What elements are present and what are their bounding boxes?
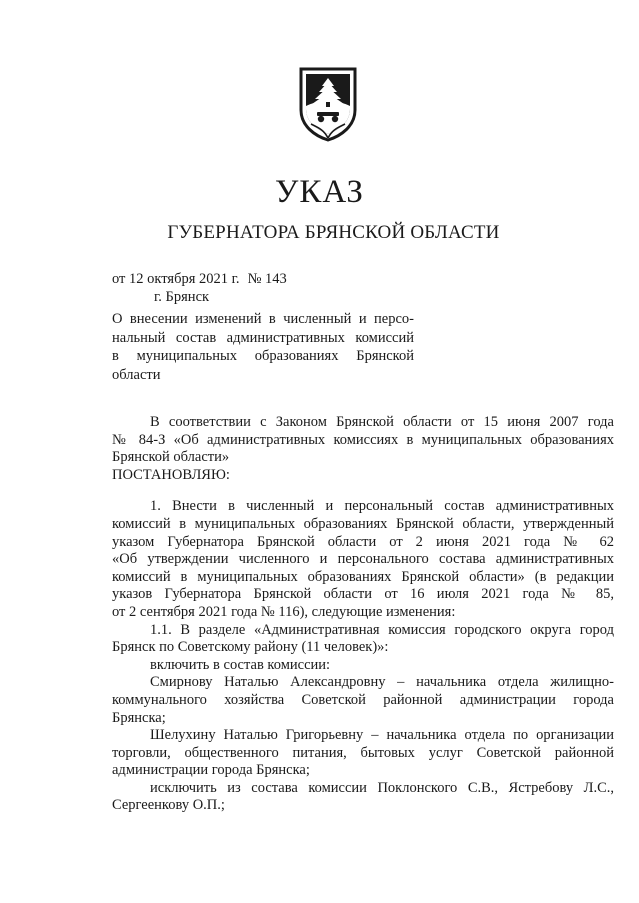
body-line: Брянск по Советскому району (11 человек)»: [112, 639, 389, 656]
body-line: «Об утверждении численного и персонального состава административных [112, 551, 614, 568]
preamble-line: В соответствии с Законом Брянской области от 15 июня 2007 года [150, 414, 614, 430]
document-number: № 143 [247, 271, 287, 287]
body-line: Сергеенкову О.П.; [112, 797, 225, 814]
document-subject [112, 310, 414, 384]
body-line: коммунального хозяйства Советской районной администрации города [112, 691, 614, 708]
subject-line: О внесении изменений в численный и персо- [112, 311, 414, 327]
body-line: исключить из состава комиссии Поклонского С.В., Ястребову Л.С., [150, 779, 614, 796]
body-line: комиссий в муниципальных образованиях Брянской области, утвержденный [112, 515, 614, 532]
body-line: Брянска; [112, 709, 166, 726]
body-line: 1. Внести в численный и персональный состав административных [150, 498, 614, 515]
date-number-line [112, 270, 287, 288]
body-line: включить в состав комиссии: [150, 656, 331, 673]
subject-line: нальный состав административных комиссий [112, 329, 414, 346]
body-line: торговли, общественного питания, бытовых услуг Советской районной [112, 744, 614, 761]
body-line: указов Губернатора Брянской области от 16 июля 2021 года № 85, [112, 586, 614, 603]
body-line: комиссий в муниципальных образованиях Брянской области» (в редакции [112, 568, 614, 585]
document-title: УКАЗ [275, 174, 364, 210]
body-line: Смирнову Наталью Александровну – начальника отдела жилищно- [150, 674, 614, 691]
document-subtitle: ГУБЕРНАТОРА БРЯНСКОЙ ОБЛАСТИ [167, 222, 500, 243]
document-date: от 12 октября 2021 г. [112, 271, 240, 287]
subject-line: области [112, 366, 161, 383]
body-line: 1.1. В разделе «Административная комиссия городского округа город [150, 621, 614, 638]
preamble-line: Брянской области» [112, 449, 230, 466]
document-place: г. Брянск [154, 289, 210, 305]
body-line: указом Губернатора Брянской области от 2 июня 2021 года № 62 [112, 533, 614, 550]
body-line: администрации города Брянска; [112, 762, 310, 779]
decree-word: ПОСТАНОВЛЯЮ: [112, 466, 230, 483]
document-body [112, 414, 614, 815]
paragraph-gap [112, 484, 614, 498]
bryansk-coat-of-arms-icon [297, 66, 359, 142]
preamble-line: № 84-З «Об административных комиссиях в муниципальных образованиях [112, 431, 614, 448]
body-line: Шелухину Наталью Григорьевну – начальника отдела по организации [150, 727, 614, 744]
body-line: от 2 сентября 2021 года № 116), следующие изменения: [112, 603, 456, 620]
subject-line: в муниципальных образованиях Брянской [112, 348, 414, 364]
